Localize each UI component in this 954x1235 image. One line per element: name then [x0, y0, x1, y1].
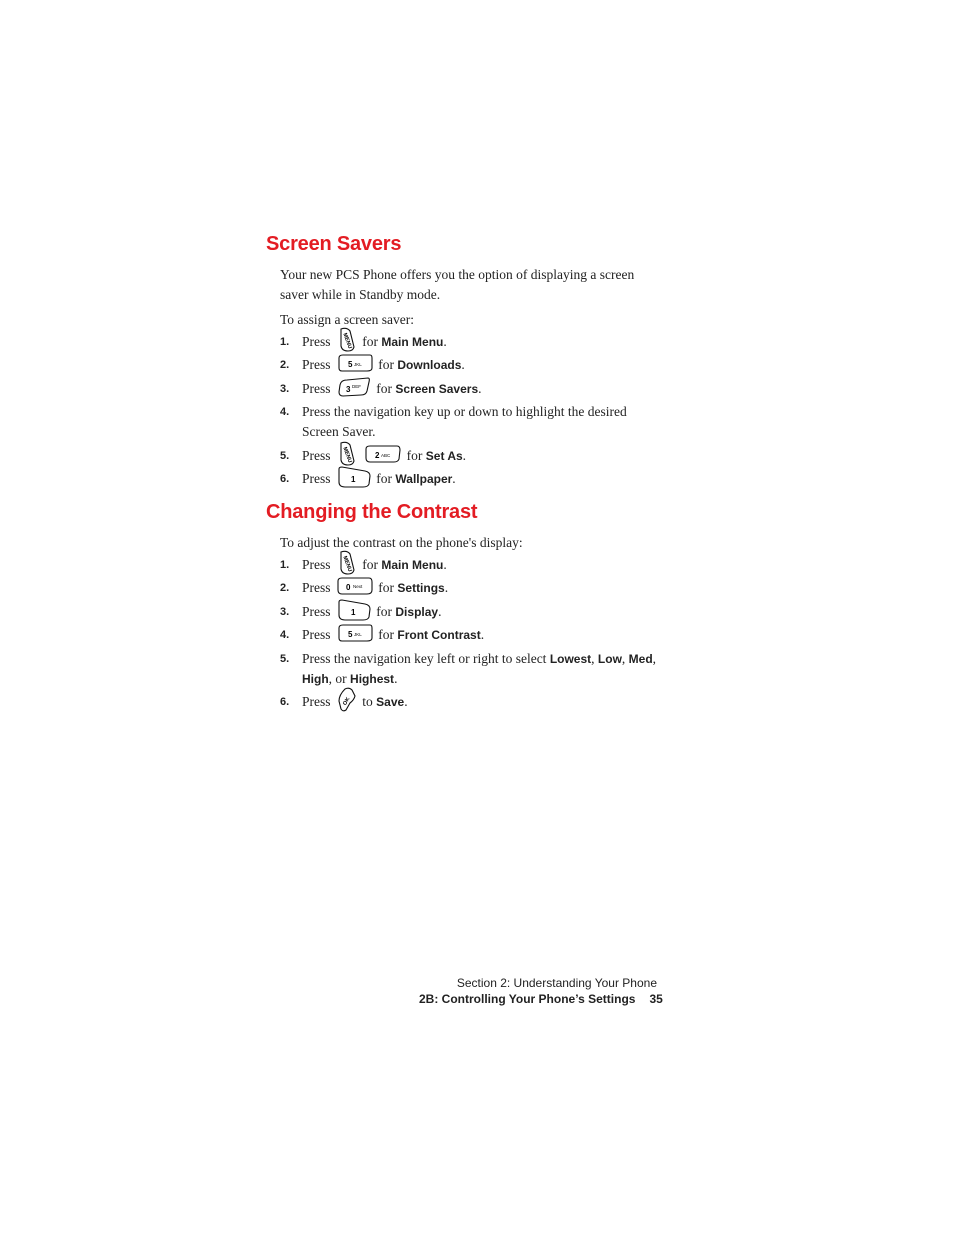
- step-text: for: [376, 381, 393, 396]
- key-2-icon: [365, 445, 401, 463]
- step-2: [280, 578, 660, 598]
- menu-key-icon: [337, 550, 357, 576]
- key-5-icon: [337, 624, 373, 642]
- menu-option-main-menu: Main Menu: [381, 335, 444, 349]
- action-save: Save: [376, 695, 405, 709]
- svg-text:DEF: DEF: [351, 383, 361, 389]
- svg-text:2: 2: [375, 450, 380, 460]
- step-number: 2.: [280, 582, 290, 594]
- svg-text:Next: Next: [352, 583, 363, 589]
- key-5-icon: [337, 354, 373, 372]
- punct: .: [404, 694, 408, 709]
- punct: .: [444, 580, 449, 595]
- menu-key-icon: [337, 327, 357, 353]
- step-text: Press: [302, 580, 331, 595]
- svg-text:3: 3: [345, 384, 351, 394]
- svg-text:MENU: MENU: [341, 446, 353, 464]
- heading-changing-contrast: Changing the Contrast: [266, 501, 478, 523]
- svg-text:MENU: MENU: [341, 555, 353, 573]
- punct: .: [461, 357, 465, 372]
- step-number: 6.: [280, 696, 290, 708]
- footer-section: Section 2: Understanding Your Phone: [456, 976, 657, 990]
- punct: .: [443, 557, 447, 572]
- punct: .: [452, 471, 456, 486]
- step-text: to: [362, 694, 373, 709]
- step-3: [280, 379, 660, 399]
- step-1: [280, 555, 660, 576]
- step-5: [280, 446, 660, 467]
- step-number: 4.: [280, 629, 290, 641]
- footer-chapter: [419, 992, 663, 1006]
- step-4: [280, 625, 660, 645]
- step-text: for: [362, 557, 379, 572]
- intro-paragraph: Your new PCS Phone offers you the option of displaying a screen saver while in Standby mode.: [280, 267, 635, 302]
- step-text: Press: [302, 334, 331, 349]
- svg-text:5: 5: [347, 629, 353, 639]
- footer-chapter-title: 2B: Controlling Your Phone’s Settings: [419, 992, 636, 1006]
- menu-option-front-contrast: Front Contrast: [397, 628, 481, 642]
- step-text: Press: [302, 627, 331, 642]
- menu-option-settings: Settings: [397, 581, 445, 595]
- menu-option-screen-savers: Screen Savers: [395, 382, 479, 396]
- step-text: Press: [302, 357, 331, 372]
- step-text: Press: [302, 381, 331, 396]
- svg-text:5: 5: [347, 359, 353, 369]
- key-3-icon: [337, 377, 371, 397]
- step-text: for: [362, 334, 379, 349]
- punct: .: [443, 334, 447, 349]
- svg-text:1: 1: [350, 474, 356, 484]
- option-highest: Highest: [350, 672, 395, 686]
- option-low: Low: [597, 652, 622, 666]
- lead-paragraph: To assign a screen saver:: [280, 312, 415, 327]
- menu-option-main-menu: Main Menu: [381, 558, 444, 572]
- key-1-icon: [337, 466, 371, 488]
- step-text: for: [376, 604, 393, 619]
- step-number: 4.: [280, 406, 290, 418]
- key-0-icon: [337, 577, 373, 595]
- step-number: 2.: [280, 359, 290, 371]
- step-6: [280, 469, 660, 489]
- step-text: for: [376, 471, 393, 486]
- svg-text:OK: OK: [342, 696, 352, 707]
- step-number: 3.: [280, 383, 290, 395]
- step-number: 5.: [280, 450, 290, 462]
- punct: ,: [621, 651, 626, 666]
- step-text: Press: [302, 557, 331, 572]
- punct: .: [480, 627, 485, 642]
- svg-text:JKL: JKL: [353, 361, 362, 367]
- punct: .: [438, 604, 442, 619]
- svg-text:MENU: MENU: [341, 332, 353, 350]
- step-number: 5.: [280, 653, 290, 665]
- svg-text:1: 1: [350, 607, 356, 617]
- punct: , or: [328, 671, 347, 686]
- step-2: [280, 355, 660, 375]
- svg-text:ABC: ABC: [381, 452, 391, 458]
- punct: .: [394, 671, 398, 686]
- step-text: Press: [302, 471, 331, 486]
- menu-option-downloads: Downloads: [397, 358, 462, 372]
- step-number: 1.: [280, 336, 290, 348]
- ok-key-icon: [337, 687, 357, 713]
- option-lowest: Lowest: [549, 652, 592, 666]
- punct: ,: [591, 651, 595, 666]
- option-med: Med: [628, 652, 653, 666]
- step-text: Press: [302, 694, 331, 709]
- step-6: [280, 692, 660, 713]
- punct: ,: [652, 651, 657, 666]
- punct: .: [478, 381, 482, 396]
- option-high: High: [302, 672, 329, 686]
- step-text: for: [378, 580, 395, 595]
- step-text: for: [406, 448, 423, 463]
- svg-text:0: 0: [345, 582, 351, 592]
- step-3: [280, 602, 660, 622]
- step-1: [280, 332, 660, 353]
- page-number: 35: [649, 992, 663, 1006]
- menu-option-display: Display: [395, 605, 439, 619]
- step-text: Press the navigation key left or right to select: [302, 651, 547, 666]
- step-number: 3.: [280, 606, 290, 618]
- menu-option-wallpaper: Wallpaper: [395, 472, 453, 486]
- svg-text:JKL: JKL: [353, 631, 362, 637]
- step-text: for: [378, 627, 395, 642]
- menu-option-set-as: Set As: [425, 449, 463, 463]
- lead-paragraph: To adjust the contrast on the phone's display:: [280, 535, 523, 550]
- step-text: Press the navigation key up or down to highlight the desired Screen Saver.: [302, 404, 627, 439]
- step-number: 1.: [280, 559, 290, 571]
- menu-key-icon: [337, 441, 357, 467]
- step-text: Press: [302, 604, 331, 619]
- step-text: Press: [302, 448, 331, 463]
- step-text: for: [378, 357, 395, 372]
- step-number: 6.: [280, 473, 290, 485]
- key-1-icon: [337, 599, 371, 621]
- step-4: [280, 402, 660, 442]
- step-5: [280, 649, 660, 689]
- punct: .: [462, 448, 467, 463]
- heading-screen-savers: Screen Savers: [266, 233, 402, 255]
